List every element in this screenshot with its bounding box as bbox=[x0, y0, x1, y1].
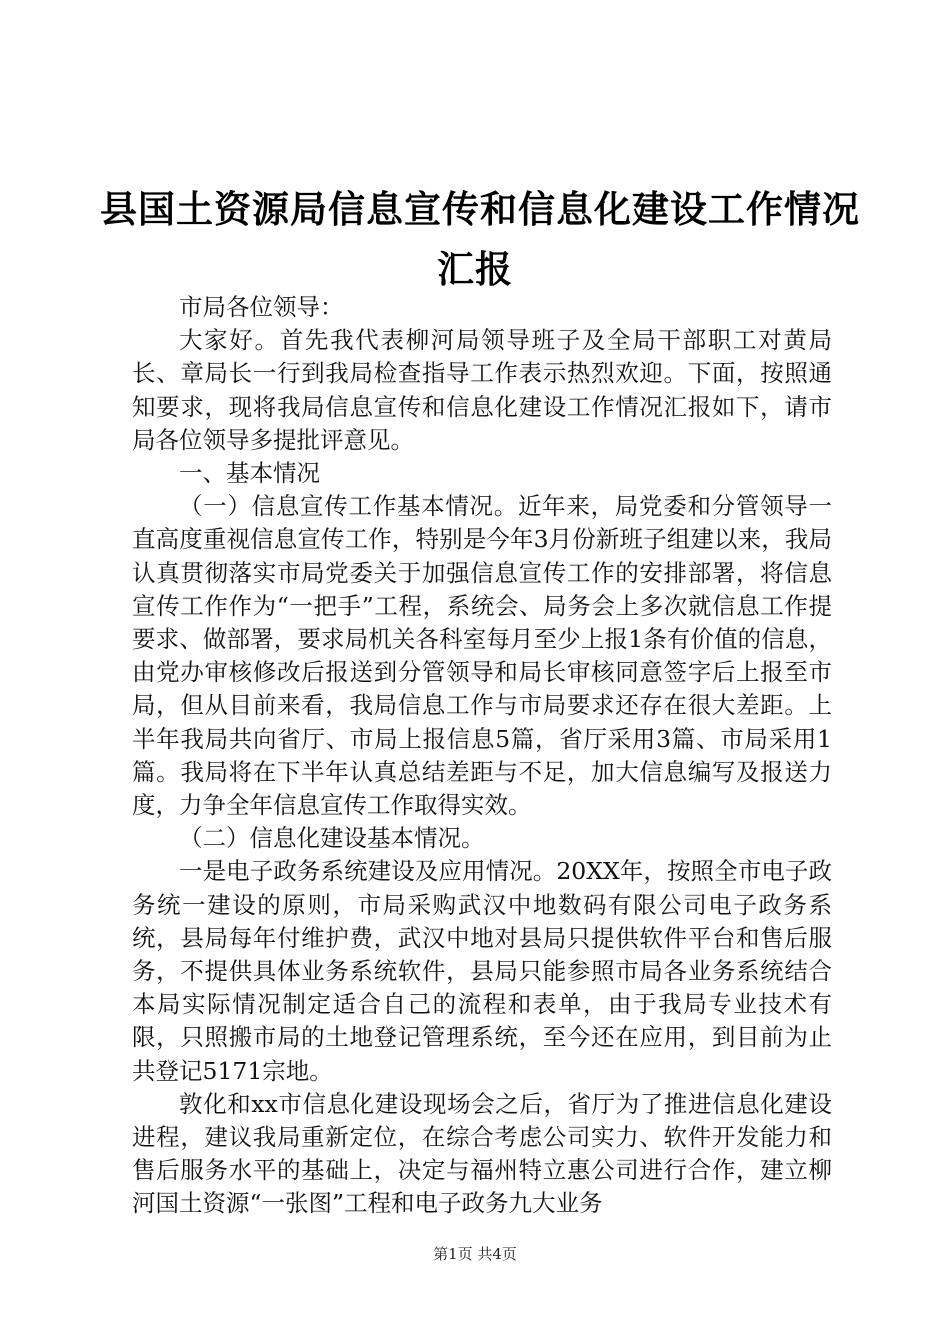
document-title-line-1: 县国土资源局信息宣传和信息化建设工作情况 bbox=[100, 188, 860, 231]
section-heading: 一、基本情况 bbox=[179, 459, 320, 488]
paragraph-greeting: 大家好。首先我代表柳河局领导班子及全局干部职工对黄局长、章局长一行到我局检查指导工作表示热烈欢迎。下面，按照通知要求，现将我局信息宣传和信息化建设工作情况汇报如下，请市局各位领导多提批评意见。 bbox=[132, 326, 832, 454]
subsection-heading: （二）信息化建设基本情况。 bbox=[179, 824, 485, 853]
salutation: 市局各位领导： bbox=[179, 293, 344, 321]
document-body bbox=[132, 291, 832, 1221]
document-title-line-2: 汇报 bbox=[437, 248, 513, 291]
paragraph-publicity: （一）信息宣传工作基本情况。近年来，局党委和分管领导一直高度重视信息宣传工作，特别是今年3月份新班子组建以来，我局认真贯彻落实市局党委关于加强信息宣传工作的安排部署，将信息宣传工作作为“一把手”工程，系统会、局务会上多次就信息工作提要求、做部署，要求局机关各科室每月至少上报1条有价值的信息，由党办审核修改后报送到分管领导和局长审核同意签字后上报至市局，但从目前来看，我局信息工作与市局要求还存在很大差距。上半年我局共向省厅、市局上报信息5篇，省厅采用3篇、市局采用1篇。我局将在下半年认真总结差距与不足，加大信息编写及报送力度，力争全年信息宣传工作取得实效。 bbox=[132, 492, 832, 820]
paragraph-e-government: 一是电子政务系统建设及应用情况。20XX年，按照全市电子政务统一建设的原则，市局采购武汉中地数码有限公司电子政务系统，县局每年付维护费，武汉中地对县局只提供软件平台和售后服务，不提供具体业务系统软件，县局只能参照市局各业务系统结合本局实际情况制定适合自己的流程和表单，由于我局专业技术有限，只照搬市局的土地登记管理系统，至今还在应用，到目前为止共登记5171宗地。 bbox=[132, 857, 832, 1085]
page-number: 第1页 共4页 bbox=[433, 1245, 517, 1263]
paragraph-informatization: 敦化和xx市信息化建设现场会之后，省厅为了推进信息化建设进程，建议我局重新定位，在综合考虑公司实力、软件开发能力和售后服务水平的基础上，决定与福州特立惠公司进行合作，建立柳河国土资源“一张图”工程和电子政务九大业务 bbox=[132, 1089, 832, 1218]
